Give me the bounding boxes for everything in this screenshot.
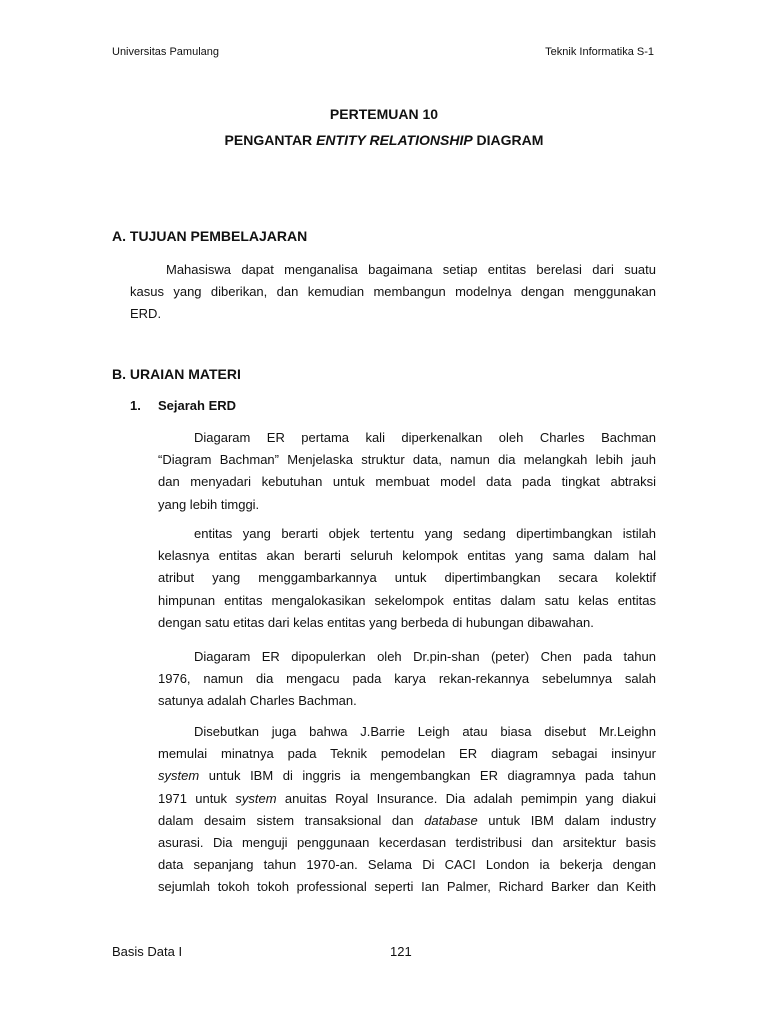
chapter-title <box>0 132 768 148</box>
paragraph-line: dan menyadari kebutuhan untuk membuat model data pada tingkat abtraksi <box>158 474 656 490</box>
text-run: untuk IBM dalam industry <box>477 812 656 828</box>
page-number: 121 <box>390 944 412 959</box>
subsection-title: Sejarah ERD <box>158 398 237 413</box>
paragraph-line <box>158 765 656 787</box>
paragraph-history-4 <box>158 721 656 899</box>
header-program: Teknik Informatika S-1 <box>545 46 654 58</box>
paragraph-line: himpunan entitas mengalokasikan sekelompok entitas dalam satu kelas entitas <box>158 592 656 608</box>
paragraph-line <box>158 788 656 810</box>
header-institution: Universitas Pamulang <box>112 46 219 58</box>
paragraph-line: Diagaram ER pertama kali diperkenalkan oleh Charles Bachman <box>194 430 656 445</box>
text-run: untuk IBM di inggris ia mengembangkan ER diagramnya pada tahun <box>199 768 656 784</box>
chapter-title-italic: ENTITY RELATIONSHIP <box>316 132 473 148</box>
text-run: 1971 untuk <box>158 790 236 806</box>
paragraph-line: dengan satu etitas dari kelas entitas yang berbeda di hubungan dibawahan. <box>158 614 594 630</box>
text-run: anuitas Royal Insurance. Dia adalah pemimpin yang diakui <box>276 790 656 806</box>
italic-term: database <box>424 812 478 828</box>
learning-objective-paragraph <box>130 259 656 326</box>
paragraph-line: Diagaram ER dipopulerkan oleh Dr.pin-shan (peter) Chen pada tahun <box>194 649 656 664</box>
paragraph-line: kasus yang diberikan, dan kemudian membangun modelnya dengan menggunakan <box>130 284 656 300</box>
italic-term: system <box>235 790 277 806</box>
paragraph-line: Disebutkan juga bahwa J.Barrie Leigh atau biasa disebut Mr.Leighn <box>194 724 656 739</box>
paragraph-line <box>158 810 656 832</box>
paragraph-line: satunya adalah Charles Bachman. <box>158 693 357 709</box>
paragraph-line: yang lebih timggi. <box>158 496 260 512</box>
section-b-heading: B. URAIAN MATERI <box>112 366 241 382</box>
chapter-title-prefix: PENGANTAR <box>224 132 317 148</box>
italic-term: system <box>158 768 200 784</box>
paragraph-line: Mahasiswa dapat menganalisa bagaimana setiap entitas berelasi dari suatu <box>166 262 656 277</box>
paragraph-history-1 <box>158 427 656 516</box>
paragraph-line: “Diagram Bachman” Menjelaska struktur data, namun dia melangkah lebih jauh <box>158 452 656 468</box>
paragraph-line: memulai minatnya pada Teknik pemodelan ER diagram sebagai insinyur <box>158 746 656 762</box>
section-a-heading: A. TUJUAN PEMBELAJARAN <box>112 228 308 244</box>
paragraph-line: ERD. <box>130 306 162 322</box>
paragraph-history-2 <box>158 523 656 634</box>
paragraph-line: data sepanjang tahun 1970-an. Selama Di CACI London ia bekerja dengan <box>158 857 656 873</box>
footer-course: Basis Data I <box>112 944 183 959</box>
paragraph-line: kelasnya entitas akan berarti seluruh kelompok entitas yang sama dalam hal <box>158 548 656 564</box>
text-run: dalam desaim sistem transaksional dan <box>158 812 425 828</box>
paragraph-line: sejumlah tokoh tokoh professional seperti Ian Palmer, Richard Barker dan Keith <box>158 879 656 895</box>
subsection-number: 1. <box>130 398 141 413</box>
paragraph-line: atribut yang menggambarkannya untuk dipertimbangkan secara kolektif <box>158 570 656 586</box>
chapter-title-suffix: DIAGRAM <box>472 132 544 148</box>
meeting-title: PERTEMUAN 10 <box>329 106 439 122</box>
paragraph-line: 1976, namun dia mengacu pada karya rekan-rekannya sebelumnya salah <box>158 671 656 687</box>
paragraph-line: asurasi. Dia menguji penggunaan kecerdasan terdistribusi dan arsitektur basis <box>158 835 656 851</box>
paragraph-history-3 <box>158 646 656 713</box>
paragraph-line: entitas yang berarti objek tertentu yang sedang dipertimbangkan istilah <box>194 526 656 541</box>
